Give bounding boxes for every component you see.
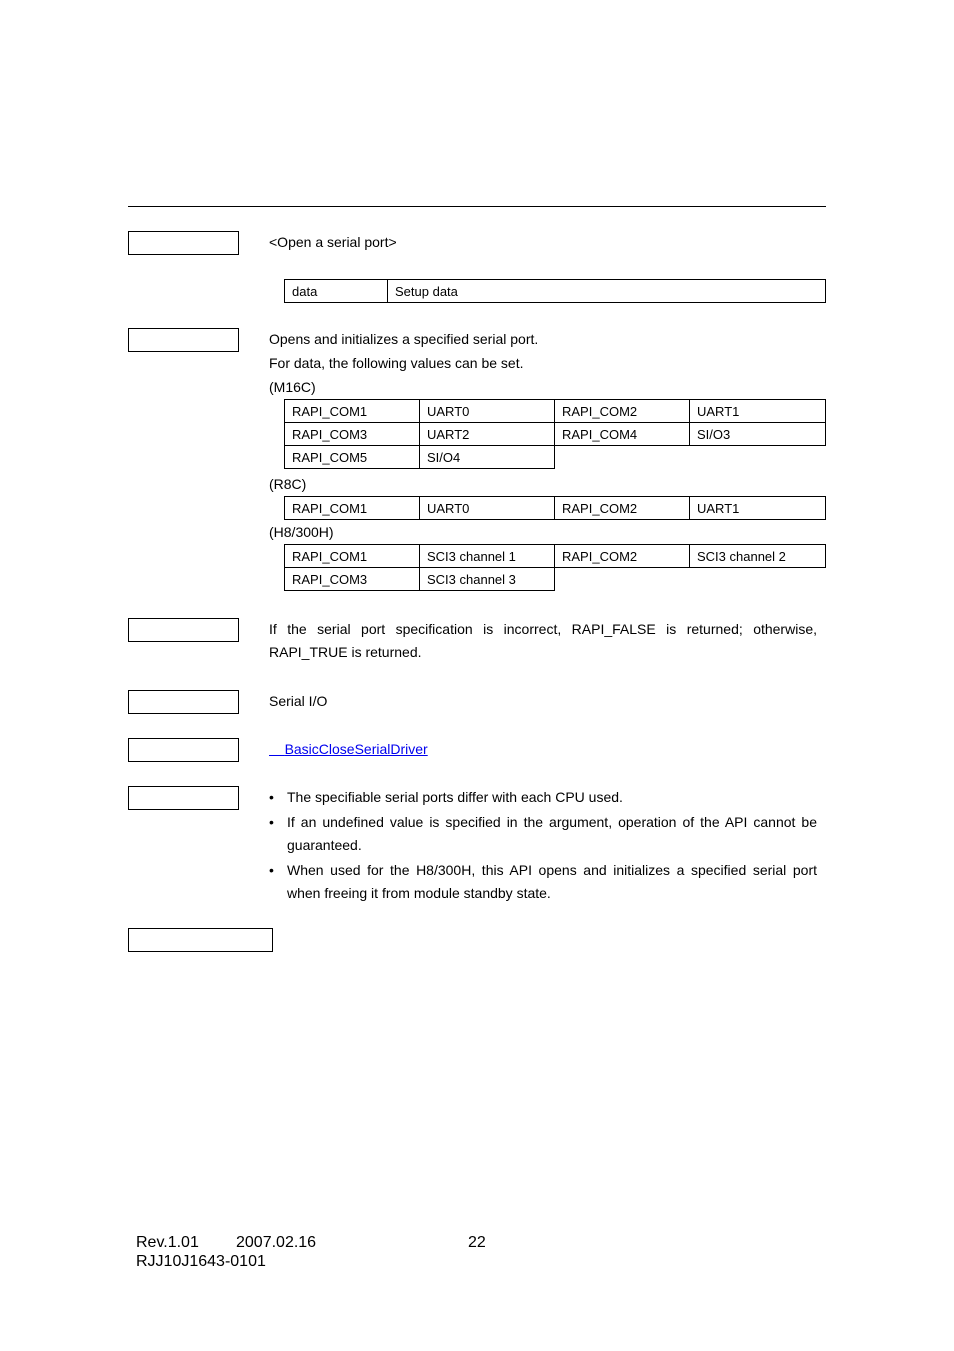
- table-cell: UART1: [690, 400, 826, 423]
- function-heading: <Open a serial port>: [269, 234, 397, 250]
- description-label-box: [128, 328, 239, 352]
- table-cell: RAPI_COM2: [555, 497, 690, 520]
- table-cell: SI/O3: [690, 423, 826, 446]
- empty-cell: [555, 446, 826, 469]
- table-cell: UART2: [420, 423, 555, 446]
- table-cell: RAPI_COM4: [555, 423, 690, 446]
- list-item: • The specifiable serial ports differ with each CPU used.: [269, 789, 623, 805]
- function-label-box: [128, 231, 239, 255]
- table-cell: RAPI_COM1: [285, 545, 420, 568]
- table-cell: UART0: [420, 400, 555, 423]
- footer-page-number: 22: [468, 1234, 486, 1251]
- table-row: [285, 280, 826, 303]
- notes-list: [269, 786, 817, 907]
- table-row: [285, 423, 826, 446]
- r8c-port-table: [284, 496, 826, 520]
- table-cell: RAPI_COM3: [285, 423, 420, 446]
- param-name: data: [285, 280, 388, 303]
- table-row: [285, 545, 826, 568]
- table-cell: RAPI_COM5: [285, 446, 420, 469]
- empty-cell: [555, 568, 826, 591]
- footer-doc-number: RJJ10J1643-0101: [136, 1253, 266, 1270]
- table-row: [285, 497, 826, 520]
- list-item: • If an undefined value is specified in the argument, operation of the API cannot be guaranteed.: [269, 814, 817, 853]
- category-label-box: [128, 690, 239, 714]
- header-rule: [128, 206, 826, 207]
- return-value-label-box: [128, 618, 239, 642]
- table-row: [285, 568, 826, 591]
- footer-date: 2007.02.16: [236, 1234, 317, 1251]
- description-line-1: Opens and initializes a specified serial port.: [269, 331, 539, 347]
- table-cell: RAPI_COM2: [555, 400, 690, 423]
- table-row: [285, 400, 826, 423]
- r8c-label: (R8C): [269, 476, 307, 492]
- example-label-box: [128, 928, 273, 952]
- return-value-text: If the serial port specification is incorrect, RAPI_FALSE is returned; otherwise, RAPI_TRUE is returned.: [269, 621, 817, 660]
- related-function-link-wrap: [269, 740, 428, 758]
- note-text: When used for the H8/300H, this API opens and initializes a specified serial port when freeing it from module standby state.: [287, 862, 817, 901]
- h8-port-table: [284, 544, 826, 591]
- table-cell: SCI3 channel 2: [690, 545, 826, 568]
- table-cell: UART0: [420, 497, 555, 520]
- table-cell: SCI3 channel 3: [420, 568, 555, 591]
- table-cell: RAPI_COM1: [285, 400, 420, 423]
- m16c-port-table: [284, 399, 826, 469]
- table-cell: RAPI_COM2: [555, 545, 690, 568]
- notes-label-box: [128, 786, 239, 810]
- parameter-table: [284, 279, 826, 303]
- related-function-link[interactable]: BasicCloseSerialDriver: [284, 741, 428, 757]
- note-text: If an undefined value is specified in the argument, operation of the API cannot be guaranteed.: [287, 814, 817, 853]
- table-cell: SI/O4: [420, 446, 555, 469]
- param-description: Setup data: [388, 280, 826, 303]
- note-text: The specifiable serial ports differ with each CPU used.: [287, 789, 623, 805]
- table-cell: RAPI_COM3: [285, 568, 420, 591]
- footer-revision: Rev.1.01: [136, 1234, 199, 1251]
- list-item: • When used for the H8/300H, this API opens and initializes a specified serial port when freeing it from module standby state.: [269, 862, 817, 901]
- table-row: [285, 446, 826, 469]
- table-cell: SCI3 channel 1: [420, 545, 555, 568]
- description-line-2: For data, the following values can be set.: [269, 355, 524, 371]
- related-label-box: [128, 738, 239, 762]
- h8-label: (H8/300H): [269, 524, 334, 540]
- table-cell: UART1: [690, 497, 826, 520]
- function-category: Serial I/O: [269, 693, 328, 709]
- table-cell: RAPI_COM1: [285, 497, 420, 520]
- m16c-label: (M16C): [269, 379, 316, 395]
